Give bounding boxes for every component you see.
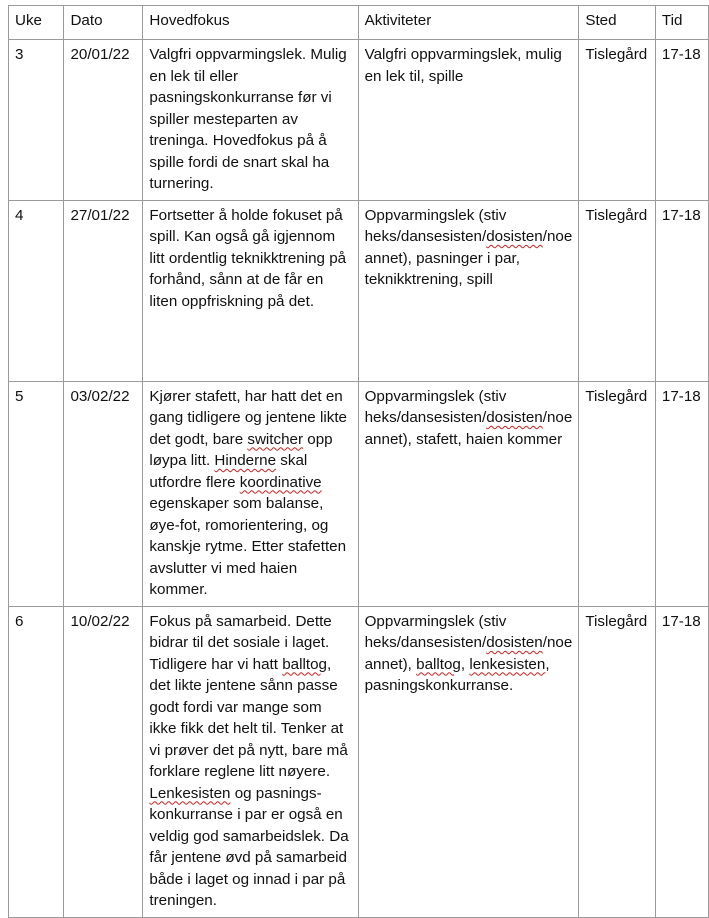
cell-uke: 5 — [9, 381, 64, 606]
cell-tid: 17-18 — [655, 381, 708, 606]
cell-sted: Tislegård — [579, 40, 656, 201]
training-plan-table — [8, 5, 709, 918]
cell-uke: 3 — [9, 40, 64, 201]
header-tid: Tid — [655, 6, 708, 40]
cell-tid: 17-18 — [655, 40, 708, 201]
header-uke: Uke — [9, 6, 64, 40]
cell-aktiviteter: Oppvarmingslek (stiv heks/dansesisten/dosisten/noe annet), pasninger i par, teknikktrening, spill — [358, 200, 579, 381]
header-row — [9, 6, 709, 40]
cell-sted: Tislegård — [579, 381, 656, 606]
cell-dato: 20/01/22 — [64, 40, 143, 201]
cell-uke: 6 — [9, 606, 64, 917]
cell-dato: 27/01/22 — [64, 200, 143, 381]
cell-dato: 10/02/22 — [64, 606, 143, 917]
cell-hovedfokus: Valgfri oppvarmingslek. Mulig en lek til eller pasningskonkurranse før vi spiller mesteparten av treninga. Hovedfokus på å spille fordi de snart skal ha turnering. — [143, 40, 358, 201]
cell-tid: 17-18 — [655, 200, 708, 381]
table-row — [9, 200, 709, 381]
cell-sted: Tislegård — [579, 606, 656, 917]
header-dato: Dato — [64, 6, 143, 40]
cell-uke: 4 — [9, 200, 64, 381]
cell-aktiviteter: Oppvarmingslek (stiv heks/dansesisten/dosisten/noe annet), balltog, lenkesisten, pasningskonkurranse. — [358, 606, 579, 917]
table-row — [9, 381, 709, 606]
cell-aktiviteter: Valgfri oppvarmingslek, mulig en lek til, spille — [358, 40, 579, 201]
table-row — [9, 606, 709, 917]
cell-aktiviteter: Oppvarmingslek (stiv heks/dansesisten/dosisten/noe annet), stafett, haien kommer — [358, 381, 579, 606]
header-aktiviteter: Aktiviteter — [358, 6, 579, 40]
cell-dato: 03/02/22 — [64, 381, 143, 606]
header-hovedfokus: Hovedfokus — [143, 6, 358, 40]
table-row — [9, 40, 709, 201]
cell-hovedfokus: Fortsetter å holde fokuset på spill. Kan også gå igjennom litt ordentlig teknikktrening på forhånd, sånn at de får en liten oppfriskning på det. — [143, 200, 358, 381]
cell-tid: 17-18 — [655, 606, 708, 917]
cell-sted: Tislegård — [579, 200, 656, 381]
header-sted: Sted — [579, 6, 656, 40]
cell-hovedfokus: Kjører stafett, har hatt det en gang tidligere og jentene likte det godt, bare switcher opp løypa litt. Hinderne skal utfordre flere koordinative egenskaper som balanse, øye-fot, romorientering, og kanskje rytme. Etter stafetten avslutter vi med haien kommer. — [143, 381, 358, 606]
cell-hovedfokus: Fokus på samarbeid. Dette bidrar til det sosiale i laget. Tidligere har vi hatt balltog, det likte jentene sånn passe godt fordi var mange som ikke fikk det helt til. Tenker at vi prøver det på nytt, bare må forklare reglene litt nøyere. Lenkesisten og pasnings-konkurranse i par er også en veldig god samarbeidslek. Da får jentene øvd på samarbeid både i laget og innad i par på treningen. — [143, 606, 358, 917]
